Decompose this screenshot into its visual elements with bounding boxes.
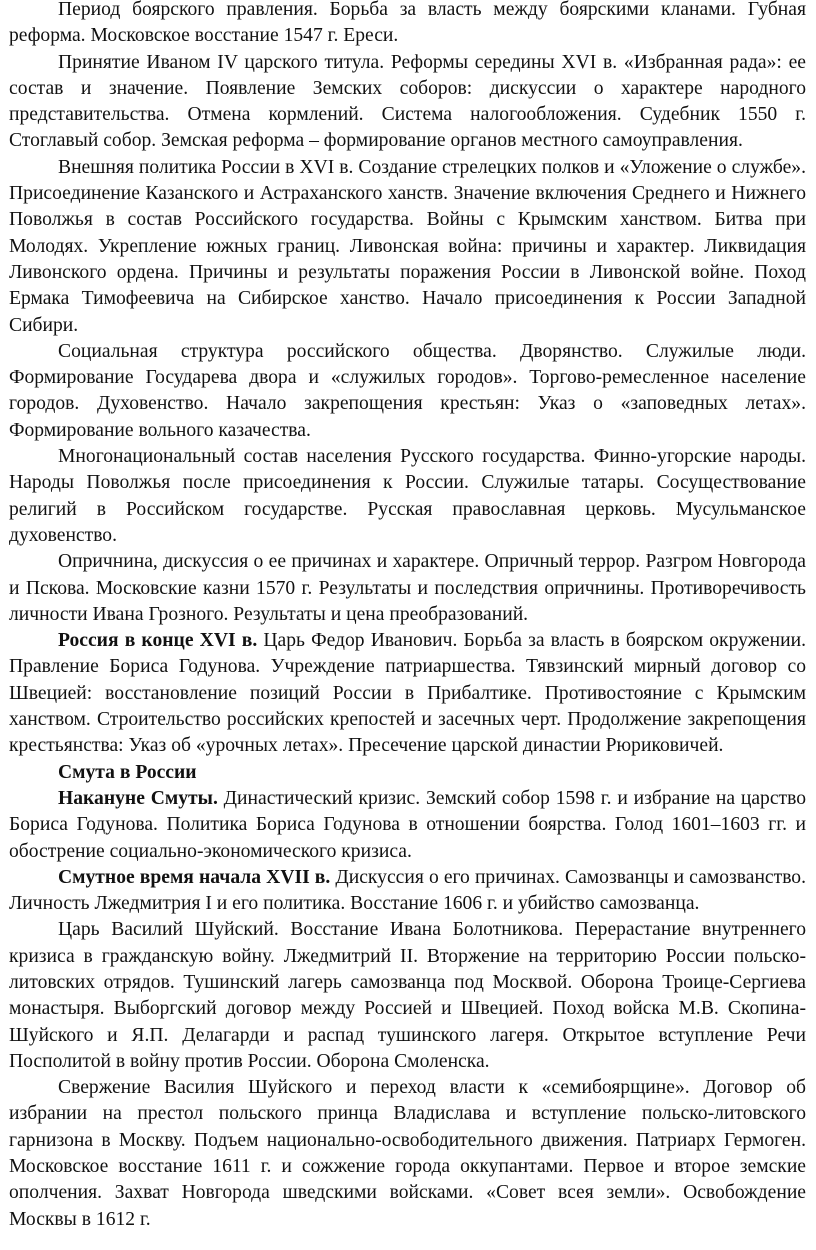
paragraph-text: Период боярского правления. Борьба за власть между боярскими кланами. Губная реформа. Московское восстание 1547 г. Ереси. bbox=[9, 0, 806, 47]
paragraph-foreign-policy bbox=[9, 155, 806, 339]
paragraph-text: Опричнина, дискуссия о ее причинах и характере. Опричный террор. Разгром Новгорода и Пскова. Московские казни 1570 г. Результаты и последствия опричнины. Противоречивость личности Ивана Грозного. Результаты и цена преобразований. bbox=[9, 551, 806, 625]
paragraph-boyar-rule bbox=[9, 0, 806, 50]
paragraph-multinational bbox=[9, 444, 806, 549]
paragraph-text: Социальная структура российского общества. Дворянство. Служилые люди. Формирование Государева двора и «служилых городов». Торгово-ремесленное население городов. Духовенство. Начало закрепощения крестьян: Указ о «заповедных летах». Формирование вольного казачества. bbox=[9, 340, 806, 441]
paragraph-social-structure bbox=[9, 339, 806, 444]
paragraph-late-xvi bbox=[9, 628, 806, 759]
paragraph-vasily-shuisky bbox=[9, 917, 806, 1075]
paragraph-text: Многонациональный состав населения Русского государства. Финно-угорские народы. Народы Поволжья после присоединения к России. Служилые татары. Сосуществование религий в Российском государстве. Русская православная церковь. Мусульманское духовенство. bbox=[9, 446, 806, 546]
paragraph-time-of-troubles bbox=[9, 865, 806, 918]
paragraph-text: Внешняя политика России в XVI в. Создание стрелецких полков и «Уложение о службе». Присоединение Казанского и Астраханского ханств. Значение включения Среднего и Нижнего Поволжья в состав Российского государства. Войны с Крымским ханством. Битва при Молодях. Укрепление южных границ. Ливонская война: причины и характер. Ликвидация Ливонского ордена. Причины и результаты поражения России в Ливонской войне. Поход Ермака Тимофеевича на Сибирское ханство. Начало присоединения к России Западной Сибири. bbox=[9, 156, 806, 336]
paragraph-oprichnina bbox=[9, 549, 806, 628]
paragraph-text: Царь Федор Иванович. Борьба за власть в боярском окружении. Правление Бориса Годунова. Учреждение патриаршества. Тявзинский мирный договор со Швецией: восстановление позиций России в Прибалтике. Противостояние с Крымским ханством. Строительство российских крепостей и засечных черт. Продолжение закрепощения крестьянства: Указ об «урочных летах». Пресечение царской династии Рюриковичей. bbox=[9, 630, 806, 757]
paragraph-bold-lead: Накануне Смуты. bbox=[58, 787, 218, 809]
paragraph-seven-boyars bbox=[9, 1075, 806, 1233]
paragraph-eve-of-troubles bbox=[9, 786, 806, 865]
paragraph-text: Царь Василий Шуйский. Восстание Ивана Болотникова. Перерастание внутреннего кризиса в гражданскую войну. Лжедмитрий II. Вторжение на территорию России польско-литовских отрядов. Тушинский лагерь самозванца под Москвой. Оборона Троице-Сергиева монастыря. Выборгский договор между Россией и Швецией. Поход войска М.В. Скопина-Шуйского и Я.П. Делагарди и распад тушинского лагеря. Открытое вступление Речи Посполитой в войну против России. Оборона Смоленска. bbox=[9, 919, 806, 1072]
paragraph-ivan-iv-reforms bbox=[9, 50, 806, 155]
paragraph-text: Принятие Иваном IV царского титула. Реформы середины XVI в. «Избранная рада»: ее состав и значение. Появление Земских соборов: дискуссии о характере народного представительства. Отмена кормлений. Система налогообложения. Судебник 1550 г. Стоглавый собор. Земская реформа – формирование органов местного самоуправления. bbox=[9, 51, 806, 152]
paragraph-bold-lead: Россия в конце XVI в. bbox=[58, 630, 258, 652]
paragraph-text: Дискуссия о его причинах. Самозванцы и самозванство. Личность Лжедмитрия I и его политика. Восстание 1606 г. и убийство самозванца. bbox=[9, 866, 807, 915]
section-heading: Смута в России bbox=[58, 761, 197, 783]
paragraph-text: Династический кризис. Земский собор 1598 г. и избрание на царство Бориса Годунова. Политика Бориса Годунова в отношении боярства. Голод 1601–1603 гг. и обострение социально-экономического кризиса. bbox=[9, 787, 806, 862]
paragraph-text: Свержение Василия Шуйского и переход власти к «семибоярщине». Договор об избрании на престол польского принца Владислава и вступление польско-литовского гарнизона в Москву. Подъем национально-освободительного движения. Патриарх Гермоген. Московское восстание 1611 г. и сожжение города оккупантами. Первое и второе земские ополчения. Захват Новгорода шведскими войсками. «Совет всея земли». Освобождение Москвы в 1612 г. bbox=[9, 1077, 806, 1230]
paragraph-bold-lead: Смутное время начала XVII в. bbox=[58, 866, 331, 888]
